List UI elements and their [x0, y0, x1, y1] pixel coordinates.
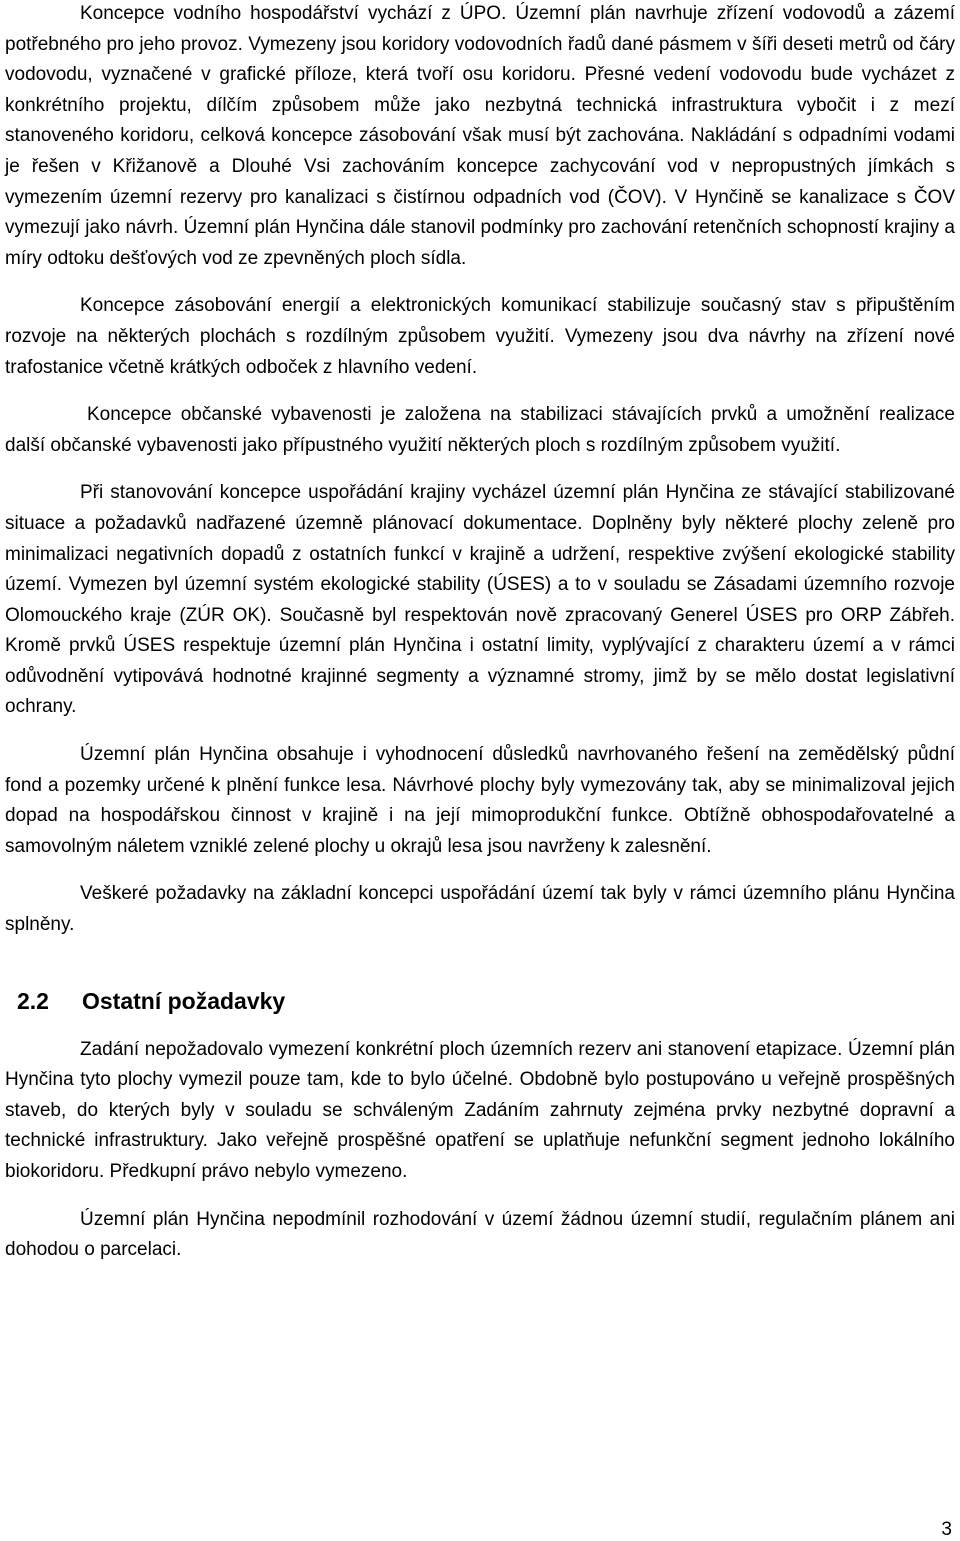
section-heading	[5, 985, 955, 1017]
paragraph-agricultural-land: Územní plán Hynčina obsahuje i vyhodnocení důsledků navrhovaného řešení na zemědělský půdní fond a pozemky určené k plnění funkce lesa. Návrhové plochy byly vymezovány tak, aby se minimalizoval jejich dopad na hospodářskou činnost v krajině i na její mimoprodukční funkce. Obtížně obhospodařovatelné a samovolným náletem vzniklé zelené plochy u okrajů lesa jsou navrženy k zalesnění.	[5, 744, 955, 857]
page-number: 3	[941, 1519, 952, 1540]
paragraph-civic-amenities: Koncepce občanské vybavenosti je založena na stabilizaci stávajících prvků a umožnění realizace další občanské vybavenosti jako přípustného využití některých ploch s rozdílným způsobem využití.	[5, 404, 955, 456]
paragraph-no-study: Územní plán Hynčina nepodmínil rozhodování v území žádnou územní studií, regulačním plánem ani dohodou o parcelaci.	[5, 1208, 955, 1261]
document-page	[5, 0, 955, 1266]
paragraph-reserves-stages: Zadání nepožadovalo vymezení konkrétní ploch územních rezerv ani stanovení etapizace. Územní plán Hynčina tyto plochy vymezil pouze tam, kde to bylo účelné. Obdobně bylo postupováno u veřejně prospěšných staveb, do kterých byly v souladu se schváleným Zadáním zahrnuty zejména prvky nezbytné dopravní a technické infrastruktury. Jako veřejně prospěšné opatření se uplatňuje nefunkční segment jednoho lokálního biokoridoru. Předkupní právo nebylo vymezeno.	[5, 1038, 955, 1182]
paragraph-landscape-concept: Při stanovování koncepce uspořádání krajiny vycházel územní plán Hynčina ze stávající stabilizované situace a požadavků nadřazené územně plánovací dokumentace. Doplněny byly některé plochy zeleně pro minimalizaci negativních dopadů z ostatních funkcí v krajině a udržení, respektive zvýšení ekologické stability území. Vymezen byl územní systém ekologické stability (ÚSES) a to v souladu se Zásadami územního rozvoje Olomouckého kraje (ZÚR OK). Současně byl respektován nově zpracovaný Generel ÚSES pro ORP Zábřeh. Kromě prvků ÚSES respektuje územní plán Hynčina i ostatní limity, vyplývající z charakteru území a v rámci odůvodnění vytipovává hodnotné krajinné segmenty a významné stromy, jimž by se mělo dostat legislativní ochrany.	[5, 482, 955, 718]
section-number: 2.2	[17, 987, 49, 1014]
section-title: Ostatní požadavky	[82, 987, 286, 1014]
paragraph-requirements-fulfilled: Veškeré požadavky na základní koncepci uspořádání území tak byly v rámci územního plánu Hynčina splněny.	[5, 883, 955, 936]
paragraph-water-management: Koncepce vodního hospodářství vychází z ÚPO. Územní plán navrhuje zřízení vodovodů a zázemí potřebného pro jeho provoz. Vymezeny jsou koridory vodovodních řadů dané pásmem v šíři deseti metrů od čáry vodovodu, vyznačené v grafické příloze, která tvoří osu koridoru. Přesné vedení vodovodu bude vycházet z konkrétního projektu, dílčím způsobem může jako nezbytná technická infrastruktura vybočit i z mezí stanoveného koridoru, celková koncepce zásobování však musí být zachována. Nakládání s odpadními vodami je řešen v Křižanově a Dlouhé Vsi zachováním koncepce zachycování vod v nepropustných jímkách s vymezením územní rezervy pro kanalizaci s čistírnou odpadních vod (ČOV). V Hynčině se kanalizace s ČOV vymezují jako návrh. Územní plán Hynčina dále stanovil podmínky pro zachování retenčních schopností krajiny a míry odtoku dešťových vod ze zpevněných ploch sídla.	[5, 3, 955, 269]
paragraph-energy-communications: Koncepce zásobování energií a elektronických komunikací stabilizuje současný stav s připuštěním rozvoje na některých plochách s rozdílným způsobem využití. Vymezeny jsou dva návrhy na zřízení nové trafostanice včetně krátkých odboček z hlavního vedení.	[5, 295, 955, 378]
